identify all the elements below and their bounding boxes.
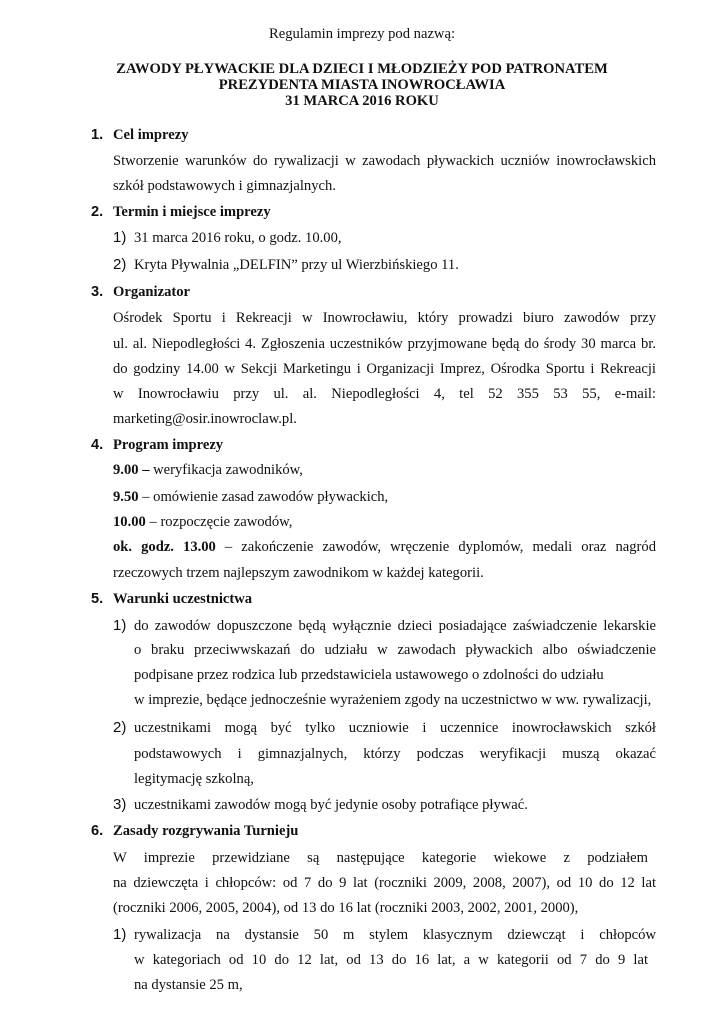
program-item-4 (113, 538, 656, 556)
program-item-1-time: 9.00 – (113, 462, 150, 478)
program-item-2 (113, 488, 388, 506)
section-6-text-line-1: W imprezie przewidziane są następujące kategorie wiekowe z podziałem (113, 850, 648, 866)
program-item-4-text: – zakończenie zawodów, wręczenie dyplomów, medali oraz nagród (215, 539, 656, 555)
section-5-number: 5. (91, 591, 104, 607)
section-6-item-1-number: 1) (113, 926, 127, 943)
document-title-line-3: 31 MARCA 2016 ROKU (285, 93, 439, 109)
program-item-3-text: – rozpoczęcie zawodów, (145, 514, 293, 530)
section-3-heading: Organizator (113, 284, 191, 300)
section-4-heading: Program imprezy (113, 437, 224, 453)
section-1-heading: Cel imprezy (113, 127, 189, 143)
section-5-item-3-line-1: uczestnikami zawodów mogą być jedynie osoby potrafiące pływać. (134, 797, 528, 813)
section-2-item-2-number: 2) (113, 256, 127, 273)
section-2-item-2-text: Kryta Pływalnia „DELFIN” przy ul Wierzbińskiego 11. (134, 257, 459, 273)
program-item-2-time: 9.50 (113, 489, 139, 505)
section-2-item-1-text: 31 marca 2016 roku, o godz. 10.00, (134, 230, 342, 246)
section-6-text-line-3: (roczniki 2006, 2005, 2004), od 13 do 16 lat (roczniki 2003, 2002, 2001, 2000), (113, 900, 579, 916)
program-item-3 (113, 513, 292, 531)
section-5-item-3-number: 3) (113, 796, 127, 813)
section-3-text-line-3: do godziny 14.00 w Sekcji Marketingu i Organizacji Imprez, Ośrodka Sportu i Rekreacji (113, 361, 656, 377)
section-6-item-1-line-2: w kategoriach od 10 do 12 lat, od 13 do 16 lat, a w kategorii od 7 do 9 lat (134, 952, 648, 968)
section-5-item-1-line-4: w imprezie, będące jednocześnie wyrażeniem zgody na uczestnictwo w ww. rywalizacji, (134, 692, 652, 708)
section-3-text-line-2: ul. al. Niepodległości 4. Zgłoszenia uczestników przyjmowane będą do środy 30 marca br. (113, 336, 656, 352)
section-6-heading: Zasady rozgrywania Turnieju (113, 823, 299, 839)
section-2-item-1-number: 1) (113, 229, 127, 246)
section-3-email: marketing@osir.inowroclaw.pl. (113, 411, 297, 427)
program-item-4-line-2: rzeczowych trzem najlepszym zawodnikom w każdej kategorii. (113, 565, 484, 581)
document-title-line-2: PREZYDENTA MIASTA INOWROCŁAWIA (218, 77, 506, 93)
program-item-4-time: ok. godz. 13.00 (113, 539, 216, 555)
program-item-1-text: weryfikacja zawodników, (149, 462, 303, 478)
section-5-item-1-line-2: o braku przeciwwskazań do udziału w zawodach pływackich albo oświadczenie (134, 642, 656, 658)
section-5-item-1-line-1: do zawodów dopuszczone będą wyłącznie dzieci posiadające zaświadczenie lekarskie (134, 618, 656, 634)
document-title-line-1: ZAWODY PŁYWACKIE DLA DZIECI I MŁODZIEŻY POD PATRONATEM (116, 61, 608, 77)
section-5-heading: Warunki uczestnictwa (113, 591, 253, 607)
section-1-text-line-1: Stworzenie warunków do rywalizacji w zawodach pływackich uczniów inowrocławskich (113, 153, 656, 169)
section-6-text-line-2: na dziewczęta i chłopców: od 7 do 9 lat (roczniki 2009, 2008, 2007), od 10 do 12 lat (113, 875, 656, 891)
section-1-number: 1. (91, 127, 104, 143)
section-6-item-1-line-3: na dystansie 25 m, (134, 977, 243, 993)
program-item-2-text: – omówienie zasad zawodów pływackich, (138, 489, 389, 505)
section-6-item-1-line-1: rywalizacja na dystansie 50 m stylem klasycznym dziewcząt i chłopców (134, 927, 656, 943)
section-4-number: 4. (91, 437, 104, 453)
section-6-number: 6. (91, 823, 104, 839)
section-1-text-line-2: szkół podstawowych i gimnazjalnych. (113, 178, 336, 194)
program-item-3-time: 10.00 (113, 514, 146, 530)
section-5-item-2-number: 2) (113, 719, 127, 736)
section-2-heading: Termin i miejsce imprezy (113, 204, 271, 220)
section-5-item-2-line-2: podstawowych i gimnazjalnych, którzy podczas weryfikacji muszą okazać (134, 746, 656, 762)
section-3-text-line-1: Ośrodek Sportu i Rekreacji w Inowrocławiu, który prowadzi biuro zawodów przy (113, 310, 656, 326)
document-intro: Regulamin imprezy pod nazwą: (268, 26, 455, 42)
program-item-1 (113, 461, 303, 479)
section-5-item-2-line-3: legitymację szkolną, (134, 771, 254, 787)
section-3-number: 3. (91, 284, 104, 300)
section-5-item-1-line-3: podpisane przez rodzica lub przedstawiciela ustawowego o zdolności do udziału (134, 667, 604, 683)
section-5-item-2-line-1: uczestnikami mogą być tylko uczniowie i uczennice inowrocławskich szkół (134, 720, 656, 736)
section-5-item-1-number: 1) (113, 617, 127, 634)
section-2-number: 2. (91, 204, 104, 220)
section-3-text-line-4: w Inowrocławiu przy ul. al. Niepodległości 4, tel 52 355 53 55, e-mail: (113, 386, 656, 402)
